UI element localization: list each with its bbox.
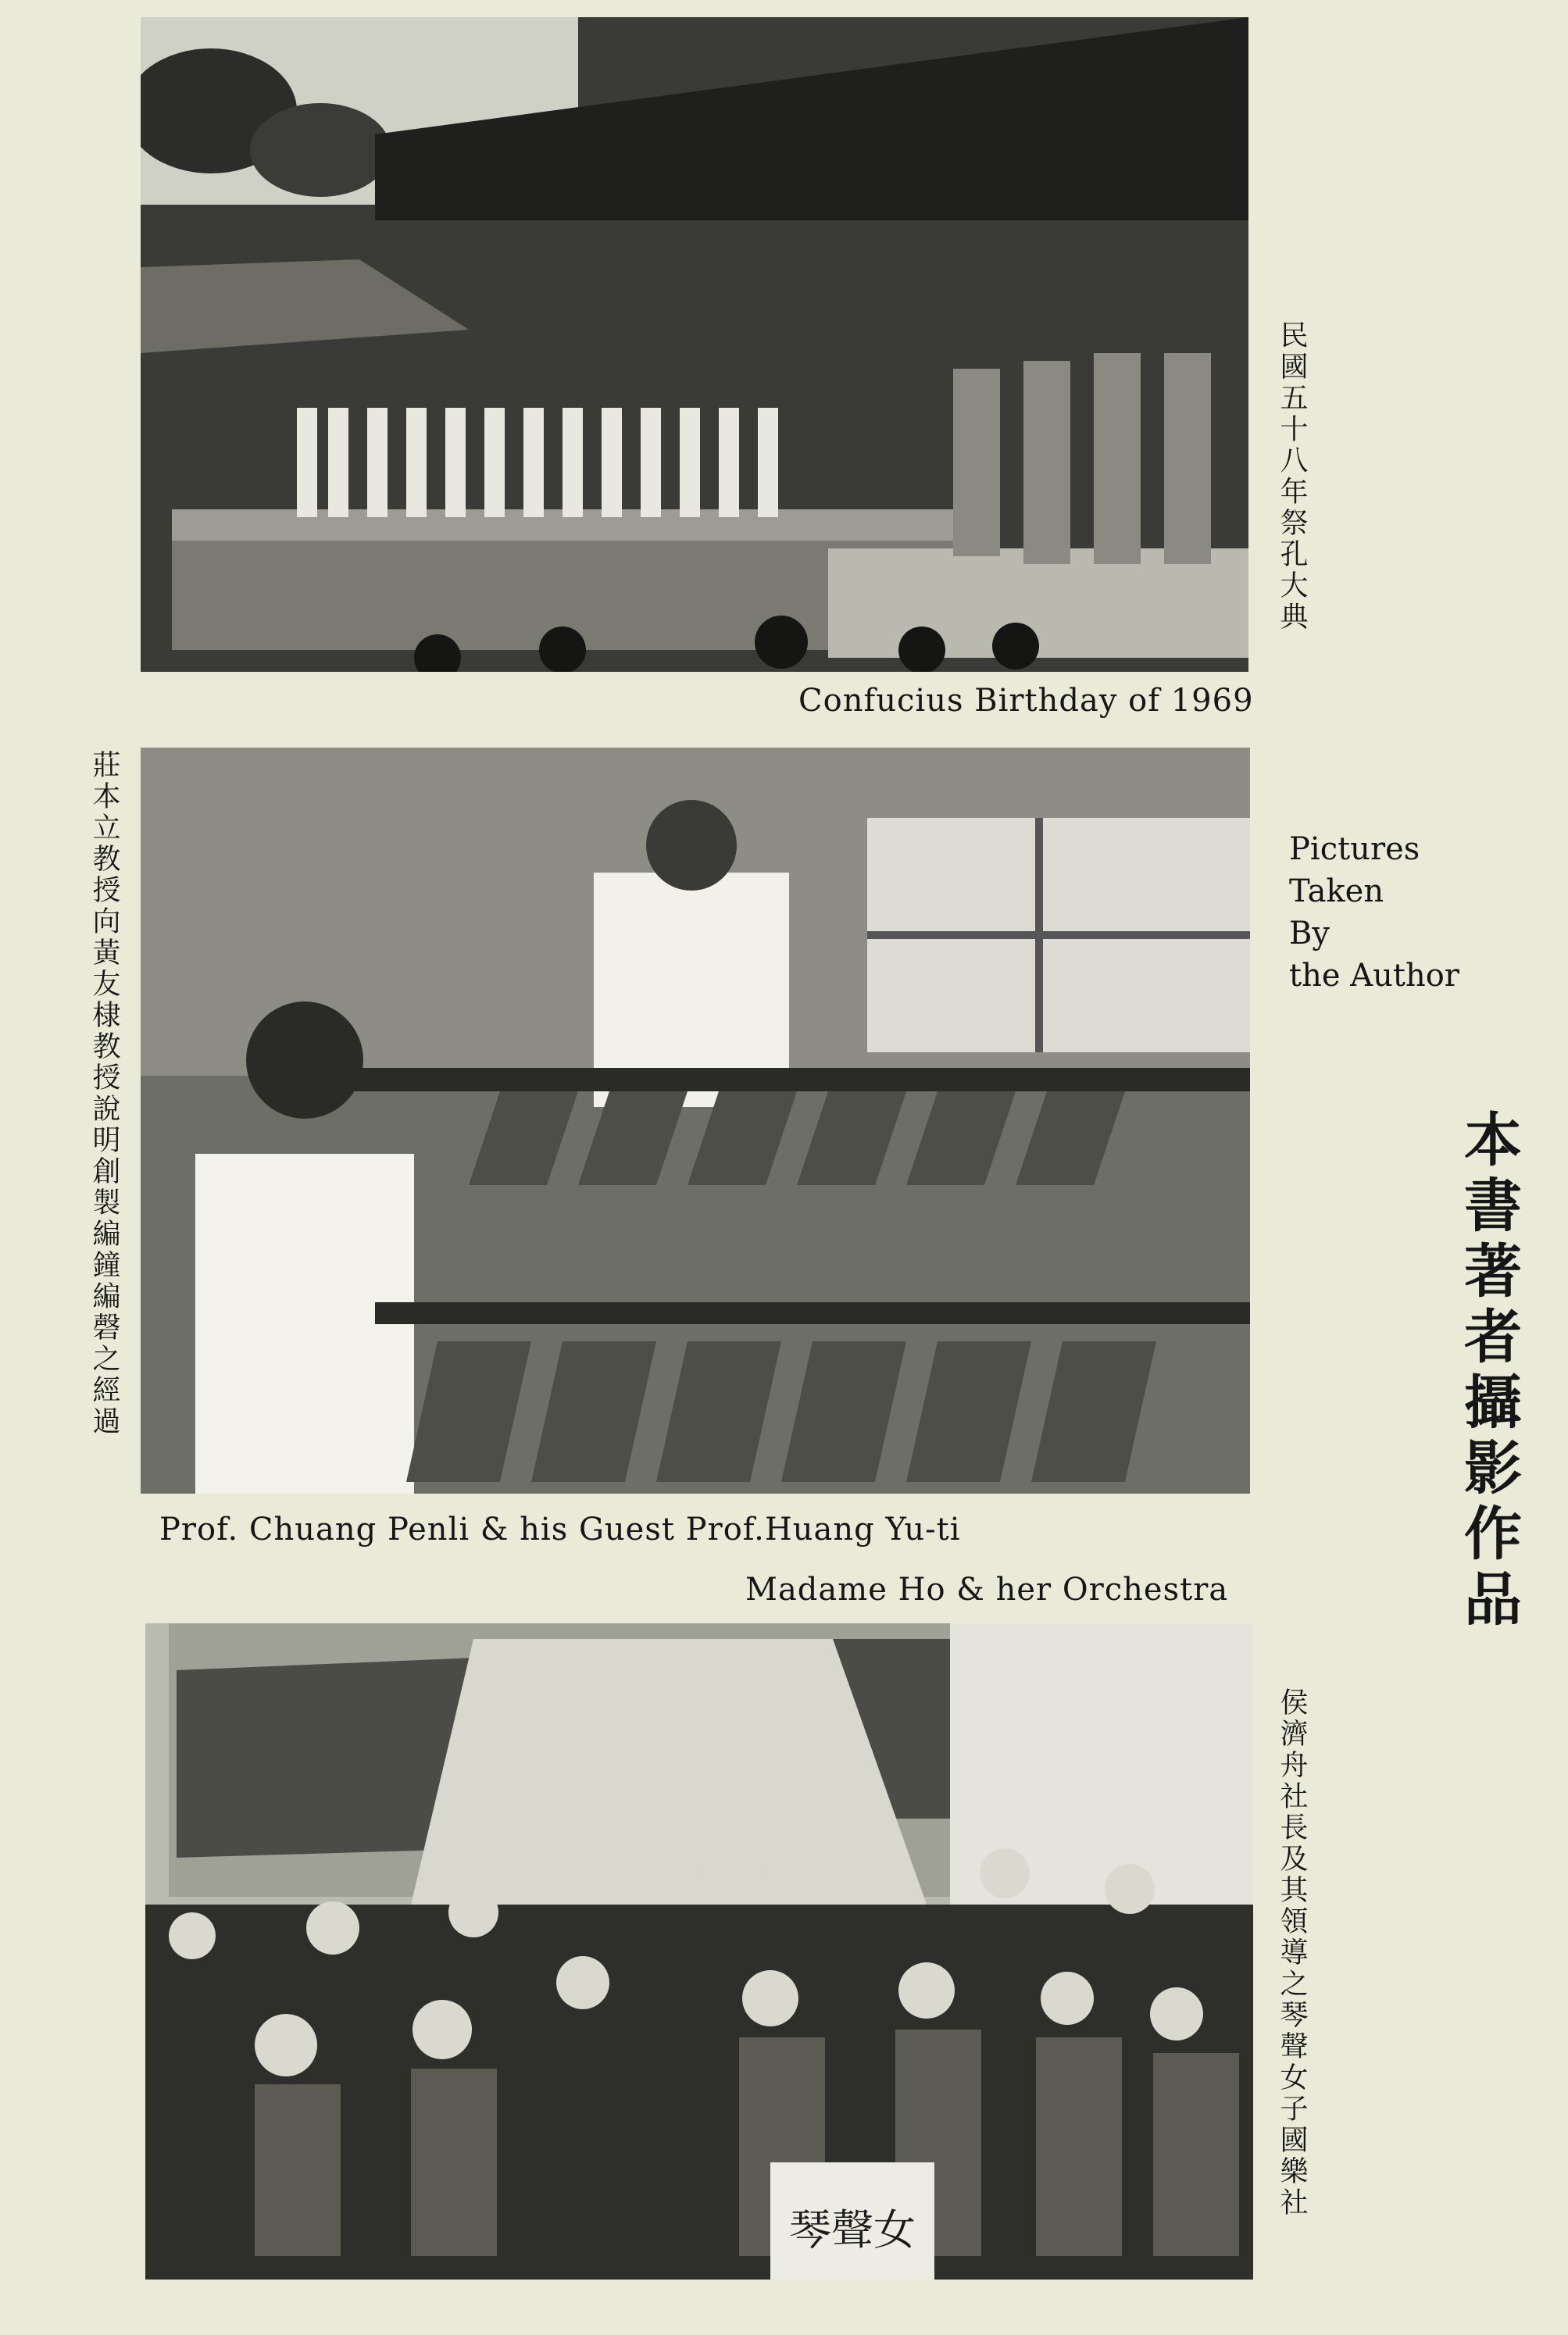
orchestra-scene-image: [145, 1623, 1253, 2280]
professors-scene-image: [141, 748, 1250, 1494]
photo-professors-bianqing: [141, 748, 1250, 1494]
photo-madame-ho-orchestra: [145, 1623, 1253, 2280]
author-note-line: the Author: [1289, 958, 1459, 994]
caption-madame-ho-orchestra: Madame Ho & her Orchestra: [745, 1572, 1229, 1608]
label-zh-orchestra: 侯濟舟社長及其領導之琴聲女子國樂社: [1276, 1687, 1308, 2219]
photo-confucius-ceremony: [141, 17, 1248, 672]
author-note-line: Taken: [1289, 873, 1384, 909]
temple-scene-image: [141, 17, 1248, 672]
orchestra-sign-text: 琴聲女: [789, 2205, 916, 2255]
caption-prof-chuang-penli: Prof. Chuang Penli & his Guest Prof.Huang Yu-ti: [159, 1512, 961, 1548]
author-note: [1289, 828, 1459, 997]
label-zh-confucius-ceremony: 民國五十八年祭孔大典: [1276, 320, 1308, 633]
title-zh-author-photographs: 本書著者攝影作品: [1455, 1109, 1522, 1634]
author-note-line: By: [1289, 916, 1330, 951]
caption-confucius-birthday: Confucius Birthday of 1969: [798, 683, 1254, 719]
label-zh-professors: 莊本立教授向黃友棣教授說明創製編鐘編磬之經過: [88, 750, 120, 1437]
author-note-line: Pictures: [1289, 831, 1420, 867]
